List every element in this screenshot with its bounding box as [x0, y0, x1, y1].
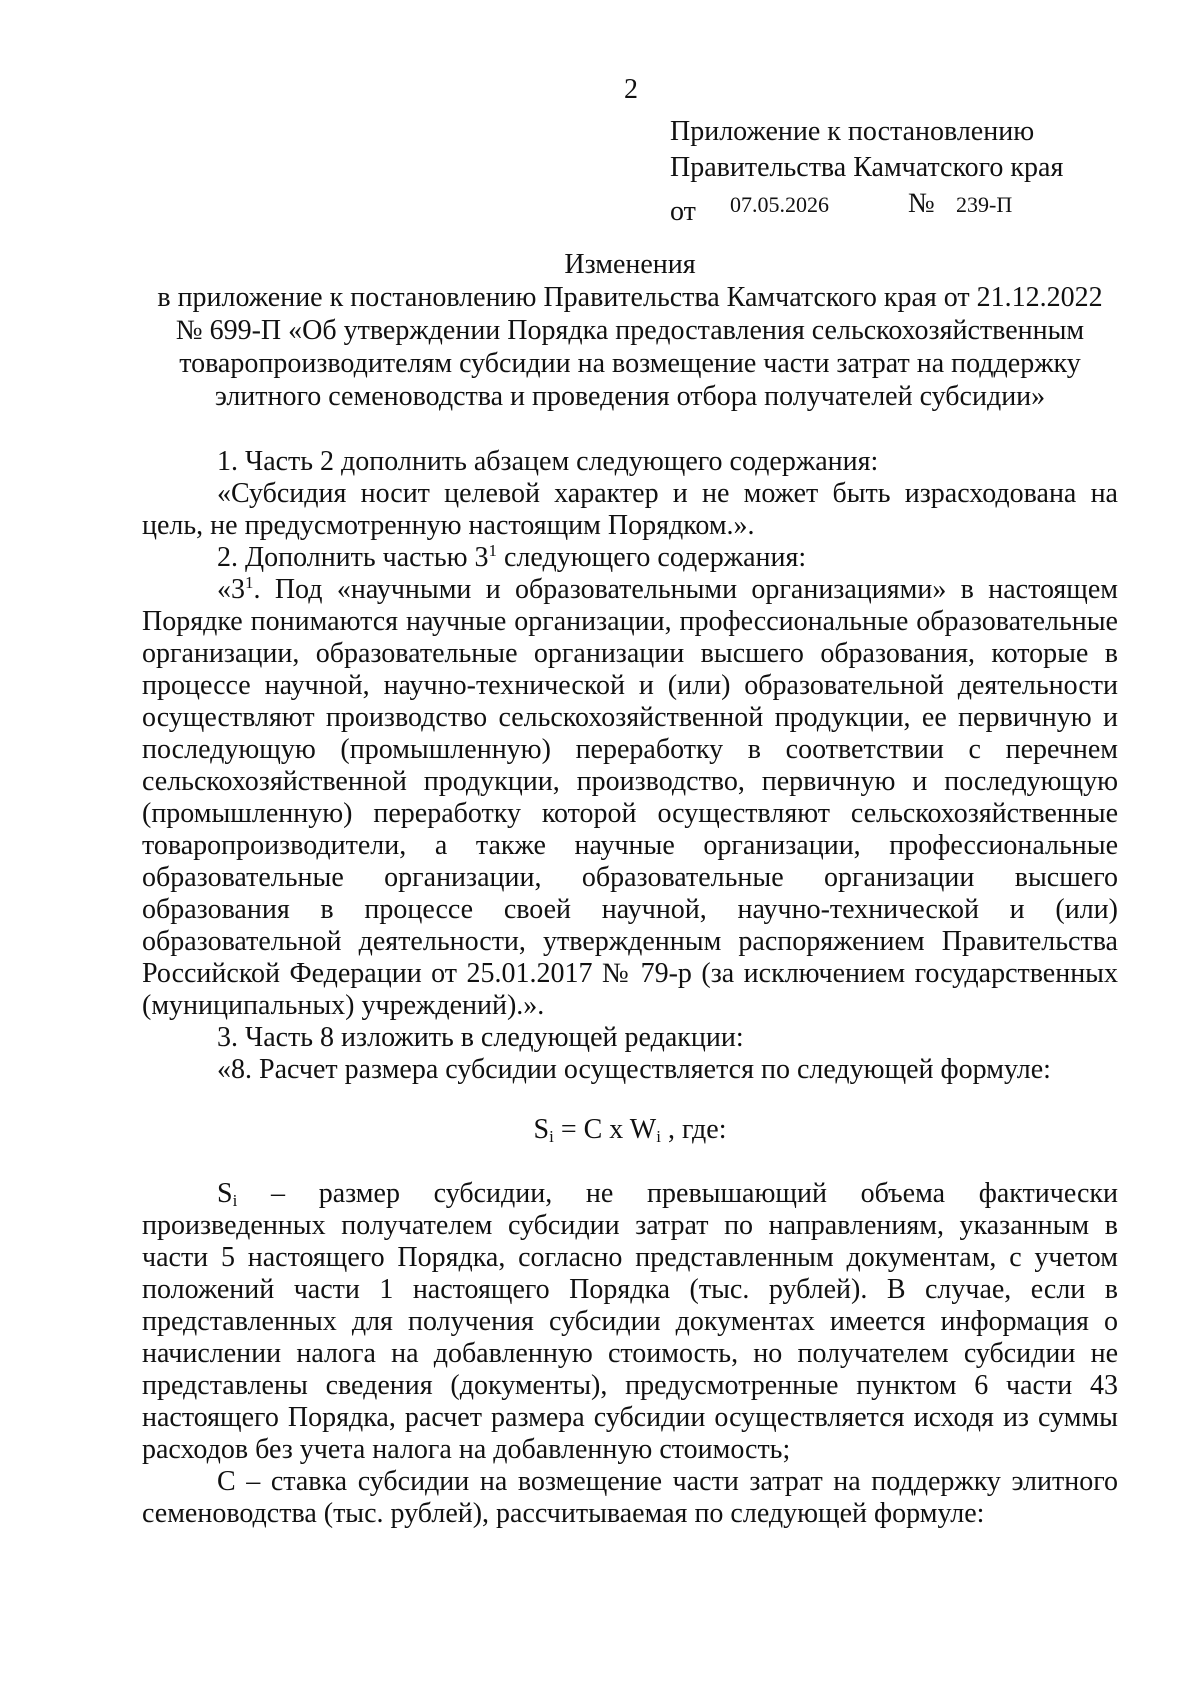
- appendix-number-sign: №: [908, 188, 935, 219]
- paragraph-4-post: . Под «научными и образовательными организациями» в настоящем Порядке понимаются научные организации, профессиональные образовательные организации, образовательные организации высшего образования, которые в процессе научной, научно-технической и (или) образовательной деятельности осуществляют производство сельскохозяйственной продукции, ее первичную и последующую (промышленную) переработку в соответствии с перечнем сельскохозяйственной продукции, производство, первичную и последующую (промышленную) переработку которой осуществляют сельскохозяйственные товаропроизводители, а также научные организации, профессиональные образовательные организации, образовательные организации высшего образования в процессе своей научной, научно-технической и (или) образовательной деятельности, утвержденным распоряжением Правительства Российской Федерации от 25.01.2017 № 79-р (за исключением государственных (муниципальных) учреждений).».: [142, 574, 1118, 1021]
- title-line-4: товаропроизводителям субсидии на возмещение части затрат на поддержку: [179, 348, 1081, 379]
- formula-tail: , где:: [660, 1114, 727, 1145]
- formula-w-sub: i: [656, 1127, 661, 1146]
- appendix-ot: от: [670, 196, 696, 227]
- document-title: [140, 248, 1120, 413]
- paragraph-7-s: S: [217, 1178, 233, 1209]
- paragraph-3-pre: 2. Дополнить частью 3: [217, 542, 489, 573]
- paragraph-5: 3. Часть 8 изложить в следующей редакции:: [217, 1022, 744, 1053]
- paragraph-4: [142, 574, 1118, 1022]
- appendix-header: [670, 114, 1064, 227]
- formula-s: S: [533, 1114, 550, 1145]
- paragraph-3: [142, 542, 1118, 574]
- document-body: [142, 446, 1118, 1530]
- paragraph-1: 1. Часть 2 дополнить абзацем следующего содержания:: [217, 446, 879, 477]
- page-number: 2: [624, 74, 638, 105]
- title-line-5: элитного семеноводства и проведения отбора получателей субсидии»: [214, 381, 1046, 412]
- paragraph-4-pre: «3: [217, 574, 245, 605]
- appendix-date-line: [670, 186, 1063, 227]
- appendix-date: 07.05.2026: [730, 192, 829, 217]
- formula-s-sub: i: [549, 1127, 554, 1146]
- title-line-3: № 699-П «Об утверждении Порядка предоставления сельскохозяйственным: [175, 315, 1085, 346]
- paragraph-7-text: – размер субсидии, не превышающий объема фактически произведенных получателем субсидии затрат по направлениям, указанным в части 5 настоящего Порядка, согласно представленным документам, с учетом положений части 1 настоящего Порядка (тыс. рублей). В случае, если в представленных для получения субсидии документах имеется информация о начислении налога на добавленную стоимость, но получателем субсидии не представлены сведения (документы), предусмотренные пунктом 6 части 43 настоящего Порядка, расчет размера субсидии осуществляется исходя из суммы расходов без учета налога на добавленную стоимость;: [142, 1178, 1118, 1465]
- title-line-2: в приложение к постановлению Правительства Камчатского края от 21.12.2022: [157, 282, 1103, 313]
- paragraph-7: [142, 1178, 1118, 1466]
- formula-mid: = C x W: [553, 1114, 657, 1145]
- paragraph-3-post: следующего содержания:: [497, 542, 807, 573]
- paragraph-6: «8. Расчет размера субсидии осуществляется по следующей формуле:: [217, 1054, 1051, 1085]
- formula: [142, 1114, 1118, 1146]
- paragraph-8: С – ставка субсидии на возмещение части затрат на поддержку элитного семеноводства (тыс. рублей), рассчитываемая по следующей формуле:: [142, 1466, 1118, 1529]
- title-line-1: Изменения: [564, 249, 696, 280]
- paragraph-7-sub: i: [232, 1191, 238, 1210]
- paragraph-4-sup: 1: [245, 573, 254, 592]
- appendix-line-2: Правительства Камчатского края: [670, 152, 1064, 183]
- paragraph-2: «Субсидия носит целевой характер и не может быть израсходована на цель, не предусмотренную настоящим Порядком.».: [142, 478, 1118, 541]
- appendix-number: 239-П: [956, 192, 1013, 217]
- paragraph-3-sup: 1: [488, 541, 498, 560]
- appendix-line-1: Приложение к постановлению: [670, 116, 1035, 147]
